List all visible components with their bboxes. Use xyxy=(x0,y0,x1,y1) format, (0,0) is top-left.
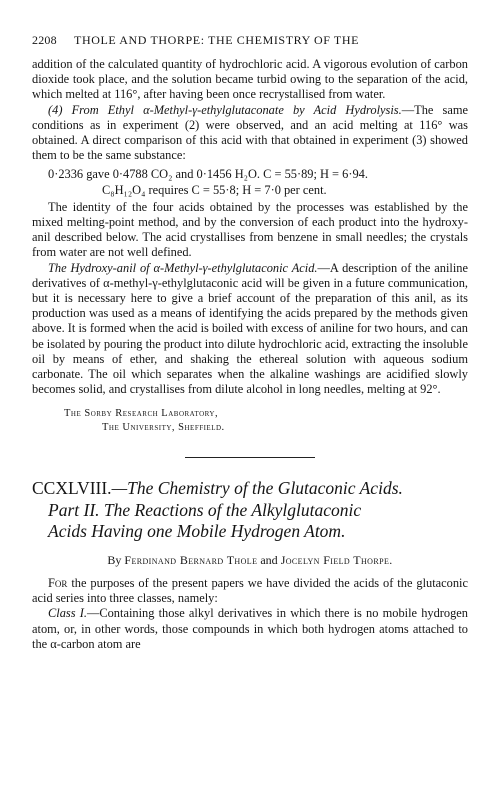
running-title: THOLE AND THORPE: THE CHEMISTRY OF THE xyxy=(74,33,360,47)
paragraph-continuation: addition of the calculated quantity of hydrochloric acid. A vigorous evolution of carbon dioxide took place, and the solution became turbid owing to the separation of the acid, which melted at 116°, after having been once recrystallised from water. xyxy=(32,57,468,102)
paragraph-experiment-4 xyxy=(32,103,468,164)
title-line-3: Acids Having one Mobile Hydrogen Atom. xyxy=(48,521,346,542)
title-text-1: —The Chemistry of the Glutaconic Acids. xyxy=(111,478,403,499)
article-authors xyxy=(32,553,468,568)
hydroxy-anil-body: —A description of the aniline derivatives of α-methyl-γ-ethylglutaconic acid will be given in a future communication, but it is necessary here to give a brief account of the preparation of this anil, as its production was used as a means of identifying the acids prepared by the methods given above. It is formed when the acid is boiled with excess of aniline for two hours, and can be isolated by pouring the product into dilute hydrochloric acid, extracting the insoluble oil by means of ether, and shaking the ethereal solution with aqueous sodium carbonate. The oil which separates when the alkaline washings are acidified slowly becomes solid, and crystallises from dilute alcohol in long needles, melting at 92°. xyxy=(32,260,468,397)
hydroxy-anil-heading: The Hydroxy-anil of α-Methyl-γ-ethylglutaconic Acid. xyxy=(48,260,318,275)
paragraph-classes xyxy=(32,576,468,606)
paragraph-lead-word: For xyxy=(48,575,68,590)
title-line-1 xyxy=(32,478,468,500)
author-2: Jocelyn Field Thorpe. xyxy=(280,552,393,567)
paragraph-identity: The identity of the four acids obtained by the processes was established by the mixed melting-point method, and by the conversion of each product into the hydroxy-anil described below. The acid crystallises from benzene in small needles; the crystals from water are not well defined. xyxy=(32,199,468,260)
class-1-heading: Class I. xyxy=(48,606,87,621)
article-title xyxy=(32,478,468,543)
classes-body: the purposes of the present papers we have divided the acids of the glutaconic acid series into three classes, namely: xyxy=(32,575,468,606)
address-line-1: The Sorby Research Laboratory, xyxy=(64,408,219,420)
section-divider xyxy=(185,457,315,458)
paragraph-hydroxy-anil xyxy=(32,261,468,398)
by-label: By xyxy=(107,552,122,567)
page-number: 2208 xyxy=(32,33,57,47)
title-line-2: Part II. The Reactions of the Alkylglutaconic xyxy=(48,499,362,520)
laboratory-address xyxy=(32,407,468,435)
experiment-4-body: —The same conditions as in experiment (2) were observed, and an acid melting at 116° was obtained. A direct comparison of this acid with that obtained in experiment (3) showed them to be the same substance: xyxy=(32,102,468,163)
author-1: Ferdinand Bernard Thole xyxy=(124,552,258,567)
journal-page xyxy=(32,33,468,652)
running-header xyxy=(32,33,468,48)
article-number: CCXLVIII. xyxy=(32,478,112,499)
experiment-4-heading: (4) From Ethyl α-Methyl-γ-ethylglutaconate by Acid Hydrolysis. xyxy=(48,102,402,117)
address-line-2: The University, Sheffield. xyxy=(102,422,225,434)
class-1-body: —Containing those alkyl derivatives in which there is no mobile hydrogen atom, or, in other words, those compounds in which both hydrogen atoms attached to the α-carbon atom are xyxy=(32,606,468,651)
and-label: and xyxy=(260,552,278,567)
paragraph-class-1 xyxy=(32,606,468,652)
analysis-line-2: C₈H₁₂O₄ requires C = 55·8; H = 7·0 per cent. xyxy=(102,182,327,197)
analysis-line-1: 0·2336 gave 0·4788 CO₂ and 0·1456 H₂O. C = 55·89; H = 6·94. xyxy=(48,167,368,182)
